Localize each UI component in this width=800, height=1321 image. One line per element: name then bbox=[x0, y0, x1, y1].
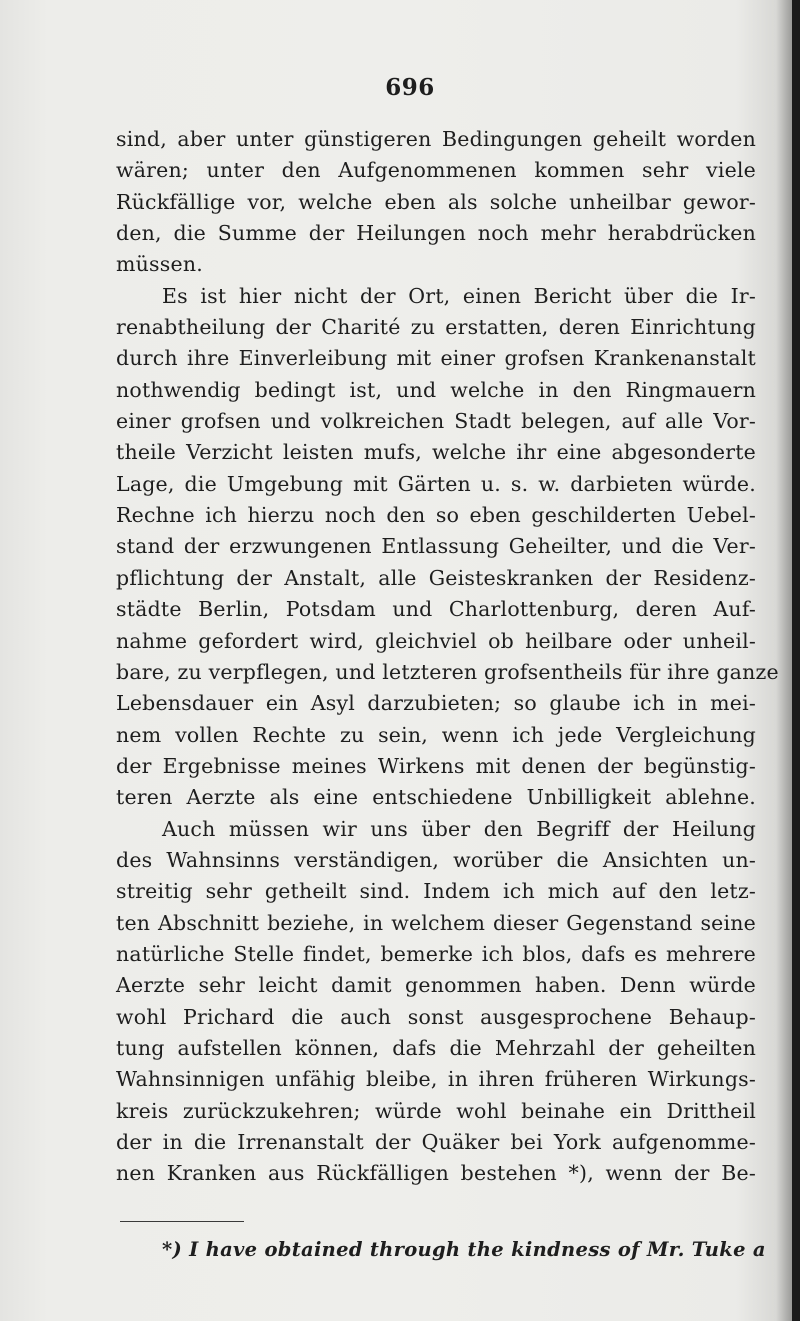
text-line: kreis zurückzukehren; würde wohl beinahe ein Drittheil bbox=[116, 1098, 756, 1123]
text-line: nen Kranken aus Rückfälligen bestehen *), wenn der Be- bbox=[116, 1161, 756, 1186]
text-line: Aerzte sehr leicht damit genommen haben. Denn würde bbox=[116, 973, 756, 998]
text-line: ten Abschnitt beziehe, in welchem dieser Gegenstand seine bbox=[116, 910, 756, 935]
text-line: durch ihre Einverleibung mit einer grofsen Krankenanstalt bbox=[116, 346, 756, 371]
text-line: natürliche Stelle findet, bemerke ich blos, dafs es mehrere bbox=[116, 941, 756, 966]
text-line: einer grofsen und volkreichen Stadt belegen, auf alle Vor- bbox=[116, 409, 756, 434]
body-text bbox=[116, 124, 779, 1190]
text-line: streitig sehr getheilt sind. Indem ich mich auf den letz- bbox=[116, 879, 756, 904]
page-number: 696 bbox=[385, 74, 435, 101]
text-line: der in die Irrenanstalt der Quäker bei York aufgenomme- bbox=[116, 1130, 756, 1154]
text-line: bare, zu verpflegen, und letzteren grofsentheils für ihre ganze bbox=[116, 659, 779, 684]
paragraph-start-line: Auch müssen wir uns über den Begriff der Heilung bbox=[162, 816, 756, 841]
text-line: Lebensdauer ein Asyl darzubieten; so glaube ich in mei- bbox=[116, 691, 756, 716]
text-line: sind, aber unter günstigeren Bedingungen geheilt worden bbox=[116, 127, 756, 151]
footnote-separator bbox=[120, 1221, 244, 1222]
text-line: den, die Summe der Heilungen noch mehr herabdrücken bbox=[116, 221, 756, 246]
text-line: Lage, die Umgebung mit Gärten u. s. w. darbieten würde. bbox=[116, 471, 756, 496]
text-line: städte Berlin, Potsdam und Charlottenburg, deren Auf- bbox=[116, 597, 756, 622]
text-line: wohl Prichard die auch sonst ausgesprochene Behaup- bbox=[116, 1004, 756, 1029]
page-edge-shadow bbox=[792, 0, 800, 1321]
text-line: Rechne ich hierzu noch den so eben geschilderten Uebel- bbox=[116, 503, 756, 528]
text-line: nothwendig bedingt ist, und welche in den Ringmauern bbox=[116, 377, 756, 402]
text-line: stand der erzwungenen Entlassung Geheilter, und die Ver- bbox=[116, 534, 756, 559]
text-line: Rückfällige vor, welche eben als solche unheilbar gewor- bbox=[116, 189, 756, 214]
text-line: tung aufstellen können, dafs die Mehrzahl der geheilten bbox=[116, 1035, 756, 1060]
text-line: der Ergebnisse meines Wirkens mit denen der begünstig- bbox=[116, 753, 756, 778]
text-line: theile Verzicht leisten mufs, welche ihr eine abgesonderte bbox=[116, 440, 756, 465]
text-line: Wahnsinnigen unfähig bleibe, in ihren früheren Wirkungs- bbox=[116, 1067, 756, 1092]
paragraph-start-line: Es ist hier nicht der Ort, einen Bericht über die Ir- bbox=[162, 283, 756, 308]
text-line: pflichtung der Anstalt, alle Geisteskranken der Residenz- bbox=[116, 565, 756, 590]
text-line: nem vollen Rechte zu sein, wenn ich jede Vergleichung bbox=[116, 722, 756, 747]
text-line: des Wahnsinns verständigen, worüber die Ansichten un- bbox=[116, 847, 756, 872]
text-line: müssen. bbox=[116, 252, 203, 277]
text-line: teren Aerzte als eine entschiedene Unbilligkeit ablehne. bbox=[116, 785, 756, 810]
text-line: nahme gefordert wird, gleichviel ob heilbare oder unheil- bbox=[116, 628, 756, 653]
footnote: *) I have obtained through the kindness of Mr. Tuke a bbox=[162, 1238, 766, 1261]
text-line: wären; unter den Aufgenommenen kommen sehr viele bbox=[116, 158, 756, 183]
text-line: renabtheilung der Charité zu erstatten, deren Einrichtung bbox=[116, 315, 756, 340]
